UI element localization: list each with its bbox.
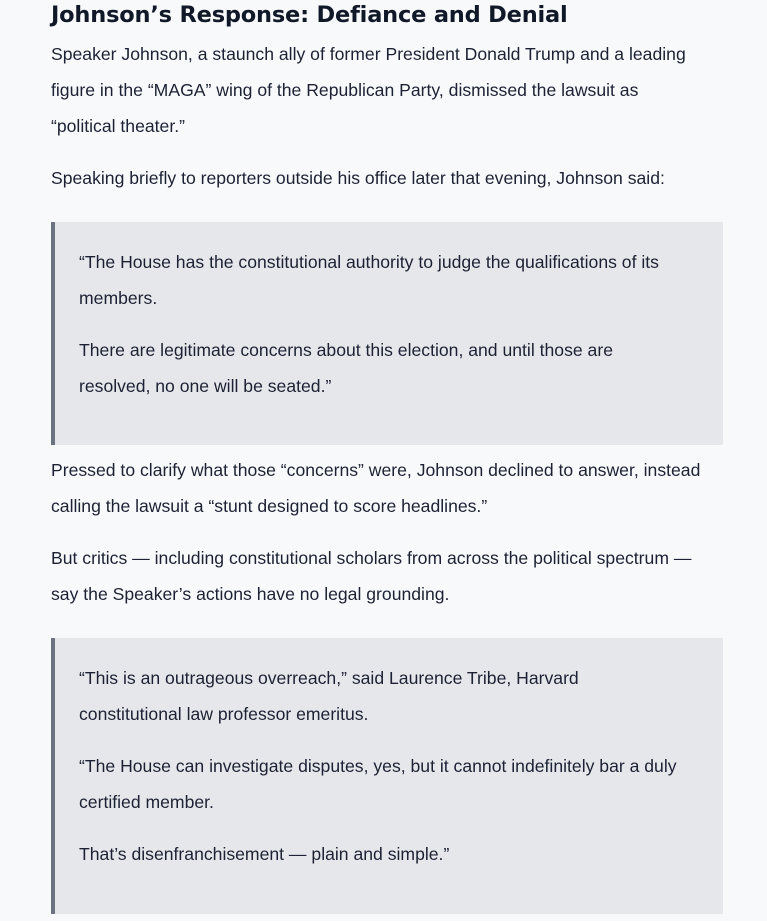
- quote-line: There are legitimate concerns about this election, and until those are: [79, 340, 613, 360]
- paragraph-line: “political theater.”: [51, 116, 185, 136]
- paragraph-line: figure in the “MAGA” wing of the Republican Party, dismissed the lawsuit as: [51, 80, 639, 100]
- paragraph-line: Speaker Johnson, a staunch ally of former President Donald Trump and a leading: [51, 44, 686, 64]
- section-heading: Johnson’s Response: Defiance and Denial: [51, 2, 568, 28]
- quote-paragraph: [79, 748, 699, 820]
- quote-line: “The House can investigate disputes, yes, but it cannot indefinitely bar a duly: [79, 756, 677, 776]
- quote-line: certified member.: [79, 792, 214, 812]
- quote-paragraph: That’s disenfranchisement — plain and simple.”: [79, 844, 450, 864]
- blockquote-johnson: [51, 222, 723, 445]
- paragraph-line: But critics — including constitutional scholars from across the political spectrum —: [51, 548, 692, 568]
- blockquote-tribe: [51, 638, 723, 914]
- quote-paragraph: [79, 332, 699, 404]
- quote-line: resolved, no one will be seated.”: [79, 376, 332, 396]
- paragraph-pressed-to-clarify: [51, 452, 723, 524]
- paragraph-johnson-dismissal: [51, 36, 723, 144]
- paragraph-speaking-to-reporters: Speaking briefly to reporters outside his office later that evening, Johnson said:: [51, 168, 665, 188]
- quote-paragraph: [79, 244, 699, 316]
- quote-line: constitutional law professor emeritus.: [79, 704, 369, 724]
- paragraph-line: Pressed to clarify what those “concerns” were, Johnson declined to answer, instead: [51, 460, 701, 480]
- quote-line: “The House has the constitutional authority to judge the qualifications of its: [79, 252, 659, 272]
- quote-line: “This is an outrageous overreach,” said Laurence Tribe, Harvard: [79, 668, 579, 688]
- paragraph-line: say the Speaker’s actions have no legal grounding.: [51, 584, 450, 604]
- quote-line: members.: [79, 288, 158, 308]
- paragraph-critics: [51, 540, 723, 612]
- quote-paragraph: [79, 660, 699, 732]
- paragraph-line: calling the lawsuit a “stunt designed to score headlines.”: [51, 496, 488, 516]
